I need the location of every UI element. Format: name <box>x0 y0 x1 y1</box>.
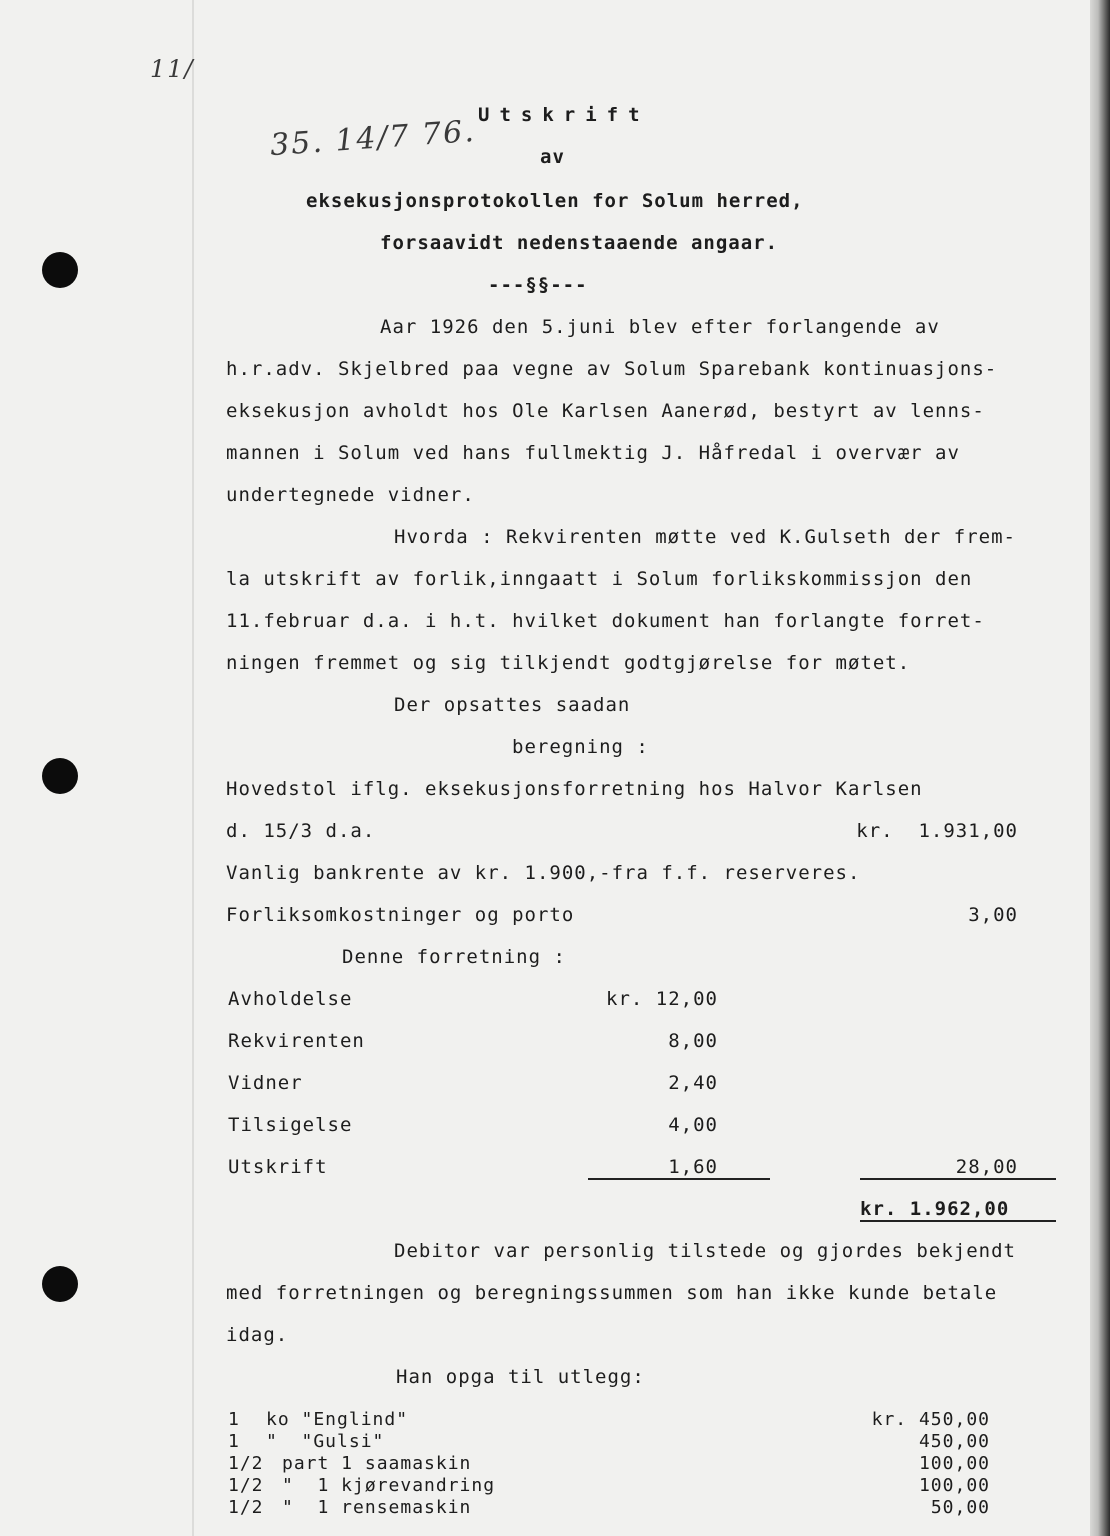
item-amount: 450,00 <box>918 1431 990 1452</box>
item-amount: 100,00 <box>918 1453 990 1474</box>
para1-line: h.r.adv. Skjelbred paa vegne av Solum Sparebank kontinuasjons- <box>226 358 998 380</box>
fee-label: Avholdelse <box>228 988 353 1010</box>
para2-line: Hvorda : Rekvirenten møtte ved K.Gulseth der frem- <box>394 526 1016 548</box>
fee-label: Rekvirenten <box>228 1030 365 1052</box>
hovedstol-line: Hovedstol iflg. eksekusjonsforretning hos Halvor Karlsen <box>226 778 923 800</box>
para3: Der opsattes saadan <box>394 694 631 716</box>
hovedstol-amount: kr. 1.931,00 <box>856 820 1018 842</box>
corner-number: 11/ <box>150 55 195 83</box>
para2-line: ningen fremmet og sig tilkjendt godtgjørelse for møtet. <box>226 652 911 674</box>
fee-amount: kr. 12,00 <box>606 988 718 1010</box>
item-amount: 50,00 <box>930 1497 990 1518</box>
handwritten-reference: 35. 14/7 76. <box>268 113 477 164</box>
header-line-1: eksekusjonsprotokollen for Solum herred, <box>306 190 804 212</box>
grand-total-underline <box>860 1220 1056 1222</box>
denne-heading: Denne forretning : <box>342 946 566 968</box>
document-title: Utskrift <box>478 104 650 126</box>
item-qty: 1 <box>228 1409 240 1430</box>
grand-total: kr. 1.962,00 <box>860 1198 1010 1220</box>
para1-line: undertegnede vidner. <box>226 484 475 506</box>
header-line-2: forsaavidt nedenstaaende angaar. <box>380 232 779 254</box>
item-qty: 1 <box>228 1431 240 1452</box>
item-desc: " 1 kjørevandring <box>282 1475 496 1496</box>
para1-line: eksekusjon avholdt hos Ole Karlsen Aanerød, bestyrt av lenns- <box>226 400 985 422</box>
utlegg-heading: Han opga til utlegg: <box>396 1366 645 1388</box>
para1-line: mannen i Solum ved hans fullmektig J. Håfredal i overvær av <box>226 442 960 464</box>
closing-line: Debitor var personlig tilstede og gjordes bekjendt <box>394 1240 1016 1262</box>
separator: ---§§--- <box>488 274 588 296</box>
beregning-heading: beregning : <box>512 736 649 758</box>
fee-label: Tilsigelse <box>228 1114 353 1136</box>
item-qty: 1/2 <box>228 1497 264 1518</box>
item-desc: " "Gulsi" <box>266 1431 385 1452</box>
fee-amount: 8,00 <box>668 1030 718 1052</box>
punch-hole <box>42 758 78 794</box>
punch-hole <box>42 252 78 288</box>
item-qty: 1/2 <box>228 1475 264 1496</box>
page-edge-shadow <box>1090 0 1110 1536</box>
item-amount: kr. 450,00 <box>871 1409 990 1430</box>
item-desc: " 1 rensemaskin <box>282 1497 472 1518</box>
item-amount: 100,00 <box>918 1475 990 1496</box>
punch-hole <box>42 1266 78 1302</box>
hovedstol-date: d. 15/3 d.a. <box>226 820 376 842</box>
item-desc: ko "Englind" <box>266 1409 409 1430</box>
margin-fold-line <box>192 0 194 1536</box>
para2-line: 11.februar d.a. i h.t. hvilket dokument han forlangte forret- <box>226 610 985 632</box>
subtotal-underline <box>588 1178 770 1180</box>
fee-label: Vidner <box>228 1072 303 1094</box>
closing-line: idag. <box>226 1324 289 1346</box>
fee-label: Utskrift <box>228 1156 328 1178</box>
item-qty: 1/2 <box>228 1453 264 1474</box>
forlik-label: Forliksomkostninger og porto <box>226 904 575 926</box>
fee-amount: 4,00 <box>668 1114 718 1136</box>
fees-total: 28,00 <box>955 1156 1018 1178</box>
fee-amount: 1,60 <box>668 1156 718 1178</box>
fee-amount: 2,40 <box>668 1072 718 1094</box>
closing-line: med forretningen og beregningssummen som han ikke kunde betale <box>226 1282 998 1304</box>
para1-line: Aar 1926 den 5.juni blev efter forlangende av <box>380 316 940 338</box>
para2-line: la utskrift av forlik,inngaatt i Solum forlikskommissjon den <box>226 568 973 590</box>
fees-total-underline <box>860 1178 1056 1180</box>
document-subtitle: av <box>540 146 565 168</box>
rente-line: Vanlig bankrente av kr. 1.900,-fra f.f. reserveres. <box>226 862 861 884</box>
item-desc: part 1 saamaskin <box>282 1453 472 1474</box>
forlik-amount: 3,00 <box>968 904 1018 926</box>
